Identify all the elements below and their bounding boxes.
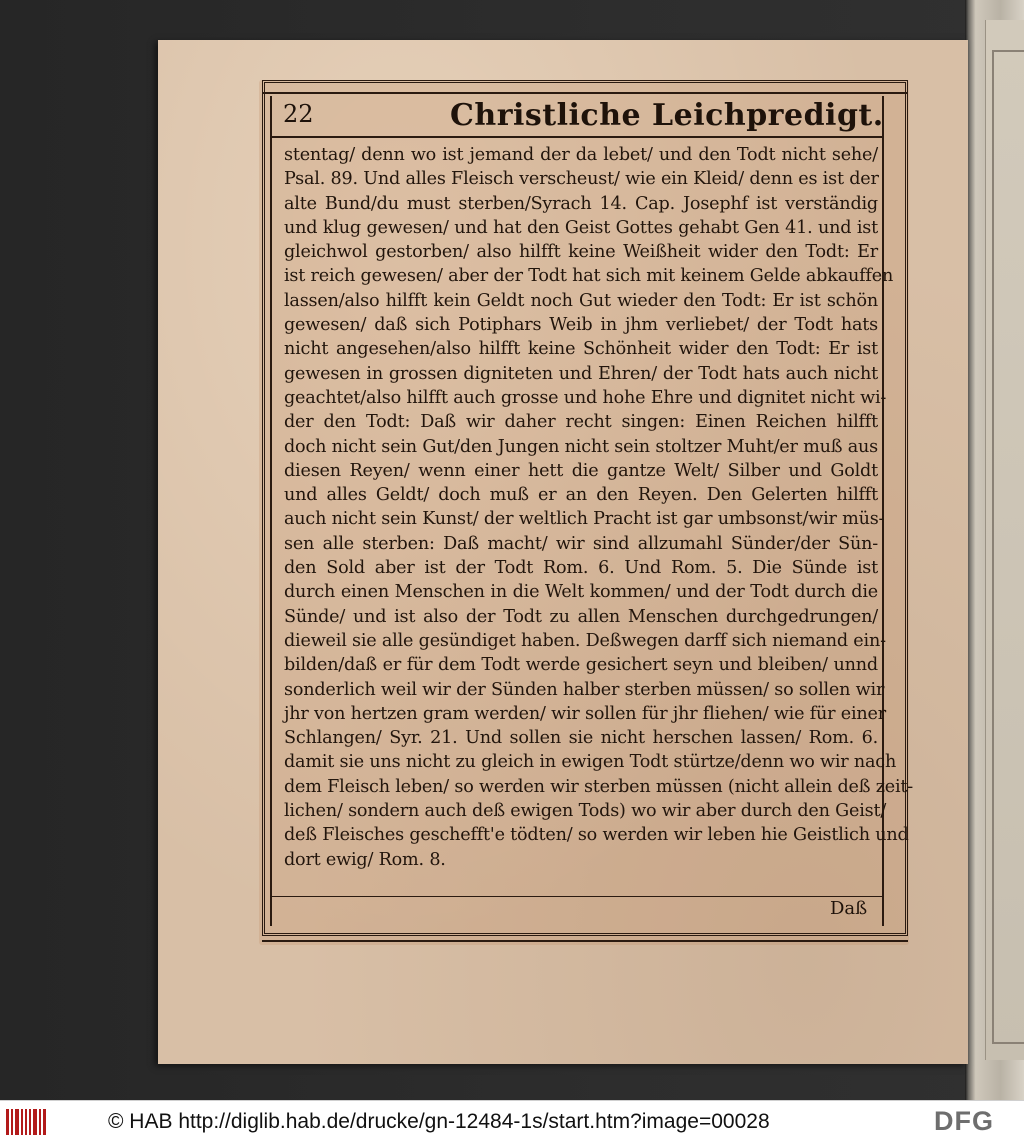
text-line: geachtet/also hilfft auch grosse und hohe Ehre und dignitet nicht wi- [284,387,887,408]
dfg-logo: DFG [934,1106,994,1136]
footer-rule [270,896,884,897]
text-line: den Sold aber ist der Todt Rom. 6. Und Rom. 5. Die Sünde ist [284,558,878,579]
barcode-icon [6,1109,46,1135]
text-line: ist reich gewesen/ aber der Todt hat sich mit keinem Gelde abkauffen [284,266,894,287]
body-text [284,143,914,872]
header-rule [270,136,884,138]
text-line: dort ewig/ Rom. 8. [284,849,446,870]
text-line: der den Todt: Daß wir daher recht singen: Einen Reichen hilfft [284,412,878,433]
text-line: nicht angesehen/also hilfft keine Schönheit wider den Todt: Er ist [284,339,878,360]
text-line: dem Fleisch leben/ so werden wir sterben müssen (nicht allein deß zeit- [284,776,914,797]
text-line: durch einen Menschen in die Welt kommen/ und der Todt durch die [284,582,878,603]
text-line: jhr von hertzen gram werden/ wir sollen für jhr fliehen/ wie für einer [284,703,886,724]
text-line: sen alle sterben: Daß macht/ wir sind allzumahl Sünder/der Sün- [284,533,878,554]
text-line: damit sie uns nicht zu gleich in ewigen Todt stürtze/denn wo wir nach [284,752,897,773]
text-line: bilden/daß er für dem Todt werde gesichert seyn und bleiben/ unnd [284,655,878,676]
text-line: auch nicht sein Kunst/ der weltlich Pracht ist gar umbsonst/wir müs- [284,509,885,530]
text-line: doch nicht sein Gut/den Jungen nicht sein stoltzer Muht/er muß aus [284,436,878,457]
text-line: gewesen/ daß sich Potiphars Weib in jhm verliebet/ der Todt hats [284,315,878,336]
text-line: und alles Geldt/ doch muß er an den Reyen. Den Gelerten hilfft [284,485,878,506]
text-line: stentag/ denn wo ist jemand der da lebet/ und den Todt nicht sehe/ [284,145,878,165]
page-number: 22 [283,100,314,128]
catchword: Daß [830,898,868,919]
next-page-frame [992,50,1024,1044]
text-line: und klug gewesen/ und hat den Geist Gottes gehabt Gen 41. und ist [284,217,878,238]
page-frame-top-rule [262,92,908,94]
text-line: Sünde/ und ist also der Todt zu allen Menschen durchgedrungen/ [284,606,878,627]
text-line: diesen Reyen/ wenn einer hett die gantze Welt/ Silber und Goldt [284,460,878,481]
page-frame-left-rule [270,96,272,926]
text-line: lassen/also hilfft kein Geldt noch Gut wieder den Todt: Er ist schön [284,290,878,311]
text-line: gleichwol gestorben/ also hilfft keine Weißheit wider den Todt: Er [284,242,878,263]
running-head: Christliche Leichpredigt. [450,98,884,133]
text-line: deß Fleisches geschefft'e tödten/ so werden wir leben hie Geistlich und [284,825,909,846]
text-line: Psal. 89. Und alles Fleisch verscheust/ wie ein Kleid/ denn es ist der [284,169,879,190]
text-line: alte Bund/du must sterben/Syrach 14. Cap. Josephf ist verständig [284,193,878,214]
text-line: gewesen in grossen digniteten und Ehren/ der Todt hats auch nicht [284,363,878,384]
text-line: dieweil sie alle gesündiget haben. Deßwegen darff sich niemand ein- [284,630,886,651]
page-frame-bottom-rule [262,940,908,942]
text-line: lichen/ sondern auch deß ewigen Tods) wo wir aber durch den Geist/ [284,801,887,822]
text-line: Schlangen/ Syr. 21. Und sollen sie nicht herschen lassen/ Rom. 6. [284,728,878,749]
viewer-footer [0,1100,1024,1142]
text-line: sonderlich weil wir der Sünden halber sterben müssen/ so sollen wir [284,679,885,700]
copyright-url[interactable]: © HAB http://diglib.hab.de/drucke/gn-12484-1s/start.htm?image=00028 [108,1110,770,1133]
